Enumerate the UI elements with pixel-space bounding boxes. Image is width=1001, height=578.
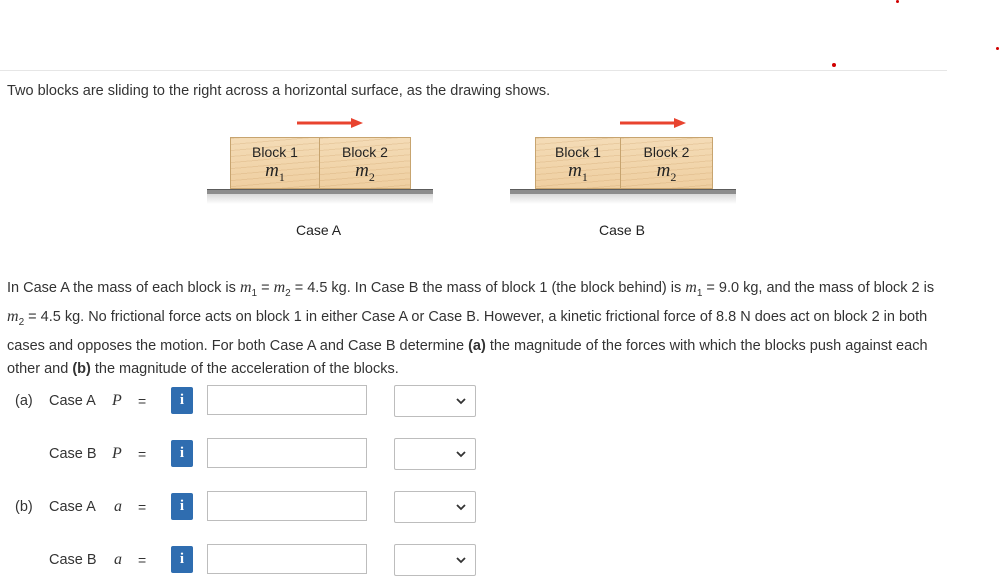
case-label: Case B xyxy=(49,446,97,462)
answer-input[interactable] xyxy=(207,438,367,468)
arrow-right-icon xyxy=(620,117,686,129)
case-a-label: Case A xyxy=(296,222,342,238)
block-1-label: Block 1 xyxy=(555,144,601,160)
variable-label: a xyxy=(114,551,122,568)
block-1 xyxy=(230,137,320,189)
unit-select[interactable] xyxy=(394,544,476,576)
red-dot xyxy=(996,47,999,50)
block-1 xyxy=(535,137,621,189)
answer-input[interactable] xyxy=(207,544,367,574)
block-2-label: Block 2 xyxy=(643,144,690,160)
mass-m1: $m_1$ xyxy=(265,160,285,184)
part-label: (a) xyxy=(15,393,33,409)
mass-m2: $m_2$ xyxy=(355,160,375,184)
case-label: Case A xyxy=(49,393,96,409)
block-2 xyxy=(319,137,411,189)
variable-label: a xyxy=(114,498,122,515)
block-1-label: Block 1 xyxy=(252,144,298,160)
part-label: (b) xyxy=(15,499,33,515)
ground-shadow xyxy=(510,194,736,204)
answer-row-a-case-a xyxy=(0,385,500,419)
equals-sign: = xyxy=(138,446,147,462)
answer-row-b-case-a xyxy=(0,491,500,525)
unit-select[interactable] xyxy=(394,438,476,470)
unit-select[interactable] xyxy=(394,385,476,417)
answer-input[interactable] xyxy=(207,385,367,415)
blocks-case-a xyxy=(230,137,411,189)
intro-text: Two blocks are sliding to the right across a horizontal surface, as the drawing shows. xyxy=(7,83,551,99)
chevron-down-icon xyxy=(456,555,466,565)
block-2 xyxy=(620,137,713,189)
mass-m2: $m_2$ xyxy=(656,160,677,184)
arrow-right-icon xyxy=(297,117,363,129)
chevron-down-icon xyxy=(456,396,466,406)
answer-input[interactable] xyxy=(207,491,367,521)
figure-case-a xyxy=(207,115,433,245)
problem-statement: In Case A the mass of each block is $m_1 = m_2 = 4.5$ kg. In Case B the mass of block 1 (the block behind) is $m_1 = 9.0$ kg, and the mass of block 2 is $m_2 = 4.5$ kg. No frictional force acts on block 1 in either Case A or Case B. However, a kinetic frictional force of 8.8 N does act on block 2 in both cases and opposes the motion. For both Case A and Case B determine (a) the magnitude of the forces with which the blocks push against each other and (b) the magnitude of the acceleration of the blocks. xyxy=(7,279,935,378)
figure-case-b xyxy=(510,115,736,245)
equals-sign: = xyxy=(138,393,147,409)
chevron-down-icon xyxy=(456,449,466,459)
equals-sign: = xyxy=(138,552,147,568)
info-button[interactable]: i xyxy=(171,440,193,467)
mass-m1: $m_1$ xyxy=(568,160,588,184)
unit-select[interactable] xyxy=(394,491,476,523)
answer-row-a-case-b xyxy=(0,438,500,472)
case-b-label: Case B xyxy=(599,222,645,238)
info-button[interactable]: i xyxy=(171,546,193,573)
case-label: Case A xyxy=(49,499,96,515)
variable-label: P xyxy=(112,392,122,409)
case-label: Case B xyxy=(49,552,97,568)
info-button[interactable]: i xyxy=(171,493,193,520)
top-divider xyxy=(0,70,947,71)
variable-label: P xyxy=(112,445,122,462)
equals-sign: = xyxy=(138,499,147,515)
info-button[interactable]: i xyxy=(171,387,193,414)
block-2-label: Block 2 xyxy=(342,144,388,160)
red-dot xyxy=(832,63,836,67)
blocks-case-b xyxy=(535,137,713,189)
red-dot xyxy=(896,0,899,3)
ground-shadow xyxy=(207,194,433,204)
chevron-down-icon xyxy=(456,502,466,512)
